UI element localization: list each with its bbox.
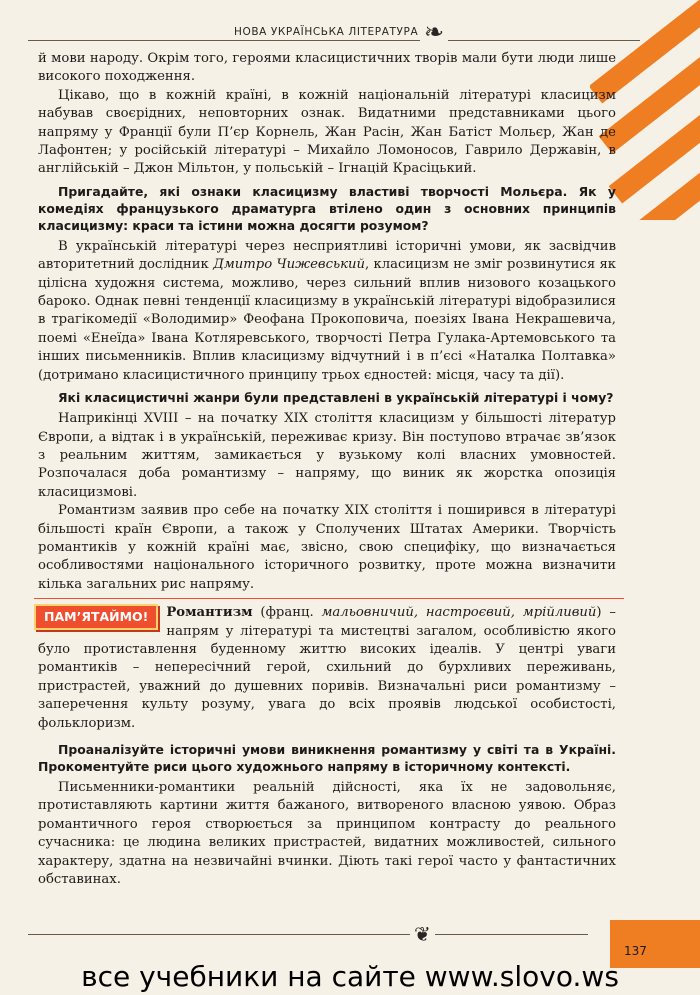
running-title: НОВА УКРАЇНСЬКА ЛІТЕРАТУРА: [228, 26, 424, 38]
text-run: ) – напрям у літературі та мистецтві загалом, особливістю якого було протиставлення буденному життю високих ідеалів. У центрі уваги романтиків – непересічний герой, схильний до бурхливих переживань, пристрастей, уважний до душевних поривів. Визначальні риси романтизму – заперечення культу розуму, увага до всіх проявів людської особистості, фольклоризм.: [38, 605, 616, 731]
paragraph: Наприкінці XVIII – на початку XIX століття класицизм у більшості літератур Європи, а відтак і в українській, переживає кризу. Він поступово втрачає зв’язок з реальним життям, замикається у вузькому колі власних умовностей. Розпочалася доба романтизму – напряму, що виник як жорстка опозиція класицизмові.: [38, 411, 616, 500]
ornament-icon: ❧: [420, 18, 448, 46]
header-rule: [28, 40, 640, 41]
text-run: В українській літературі через несприятливі історичні умови, як засвідчив авторитетний дослідник: [38, 238, 616, 273]
text-run-italic: мальовничий, настроєвий, мрійливий: [321, 605, 597, 621]
scholar-name: Дмитро Чижевський: [213, 257, 366, 273]
paragraph: й мови народу. Окрім того, героями класицистичних творів мали бути люди лише високого походження.: [38, 51, 616, 85]
text-run: (франц.: [252, 605, 322, 621]
paragraph: Письменники-романтики реальній дійсності, яка їх не задовольняє, протиставляють картини життя бажаного, витвореного власною уявою. Образ романтичного героя створюється за принципом контрасту до реального сучасника: це людина великих пристрастей, видатних можливостей, сильного характеру, здатна на незвичайні вчинки. Діють такі герої часто у фантастичних обставинах.: [38, 780, 616, 888]
watermark-text: все учебники на сайте www.slovo.ws: [81, 960, 619, 993]
definition-term: Романтизм: [166, 605, 253, 621]
page-header: [28, 18, 640, 52]
page-body: [38, 50, 616, 889]
definition-box: [38, 604, 616, 733]
footer-ornament-icon: ❦: [410, 922, 435, 946]
footer-rule: [28, 934, 588, 935]
text-run: , класицизм не зміг розвинутися як цілісна художня система, можливо, через сильний вплив низового козацького бароко. Однак певні тенденції класицизму в українській літературі відобразилися в трагікомедії «Володимир» Феофана Прокоповича, поезіях Івана Некрашевича, поемі «Енеїда» Івана Котляревського, творчості Петра Гулака-Артемовського та інших письменників. Вплив класицизму відчутний і в п’єсі «Наталка Полтавка» (дотримано класицистичного принципу трьох єдностей: місця, часу та дії).: [38, 257, 617, 383]
question: Які класицистичні жанри були представлені в українській літературі і чому?: [58, 390, 614, 406]
question: Пригадайте, які ознаки класицизму властиві творчості Мольєра. Як у комедіях французького драматурга втілено один з основних принципів класицизму: краси та істини можна досягти розумом?: [38, 183, 616, 233]
paragraph: Романтизм заявив про себе на початку XIX століття і поширився в літературі більшості країн Європи, а також у Сполучених Штатах Америки. Творчість романтиків у кожній країні має, звісно, свою специфіку, що визначається особливостями національного історичного розвитку, проте можна визначити кілька загальних рис напряму.: [38, 503, 616, 592]
paragraph: [38, 238, 616, 385]
remember-badge: ПАМ’ЯТАЙМО!: [34, 604, 158, 630]
page-number: 137: [624, 944, 647, 958]
definition-rule: [34, 598, 624, 599]
paragraph: Цікаво, що в кожній країні, в кожній національній літературі класицизм набував своєрідних, неповторних ознак. Видатними представниками цього напряму у Франції були П’єр Корнель, Жан Расін, Жан Батіст Мольєр, Жан де Лафонтен; у російській літературі – Михайло Ломоносов, Гаврило Державін, в англійській – Джон Мільтон, у польській – Ігнацій Красіцький.: [38, 87, 616, 177]
question: Проаналізуйте історичні умови виникнення романтизму у світі та в Україні. Прокоментуйте риси цього художнього напряму в історичному контексті.: [38, 742, 616, 774]
